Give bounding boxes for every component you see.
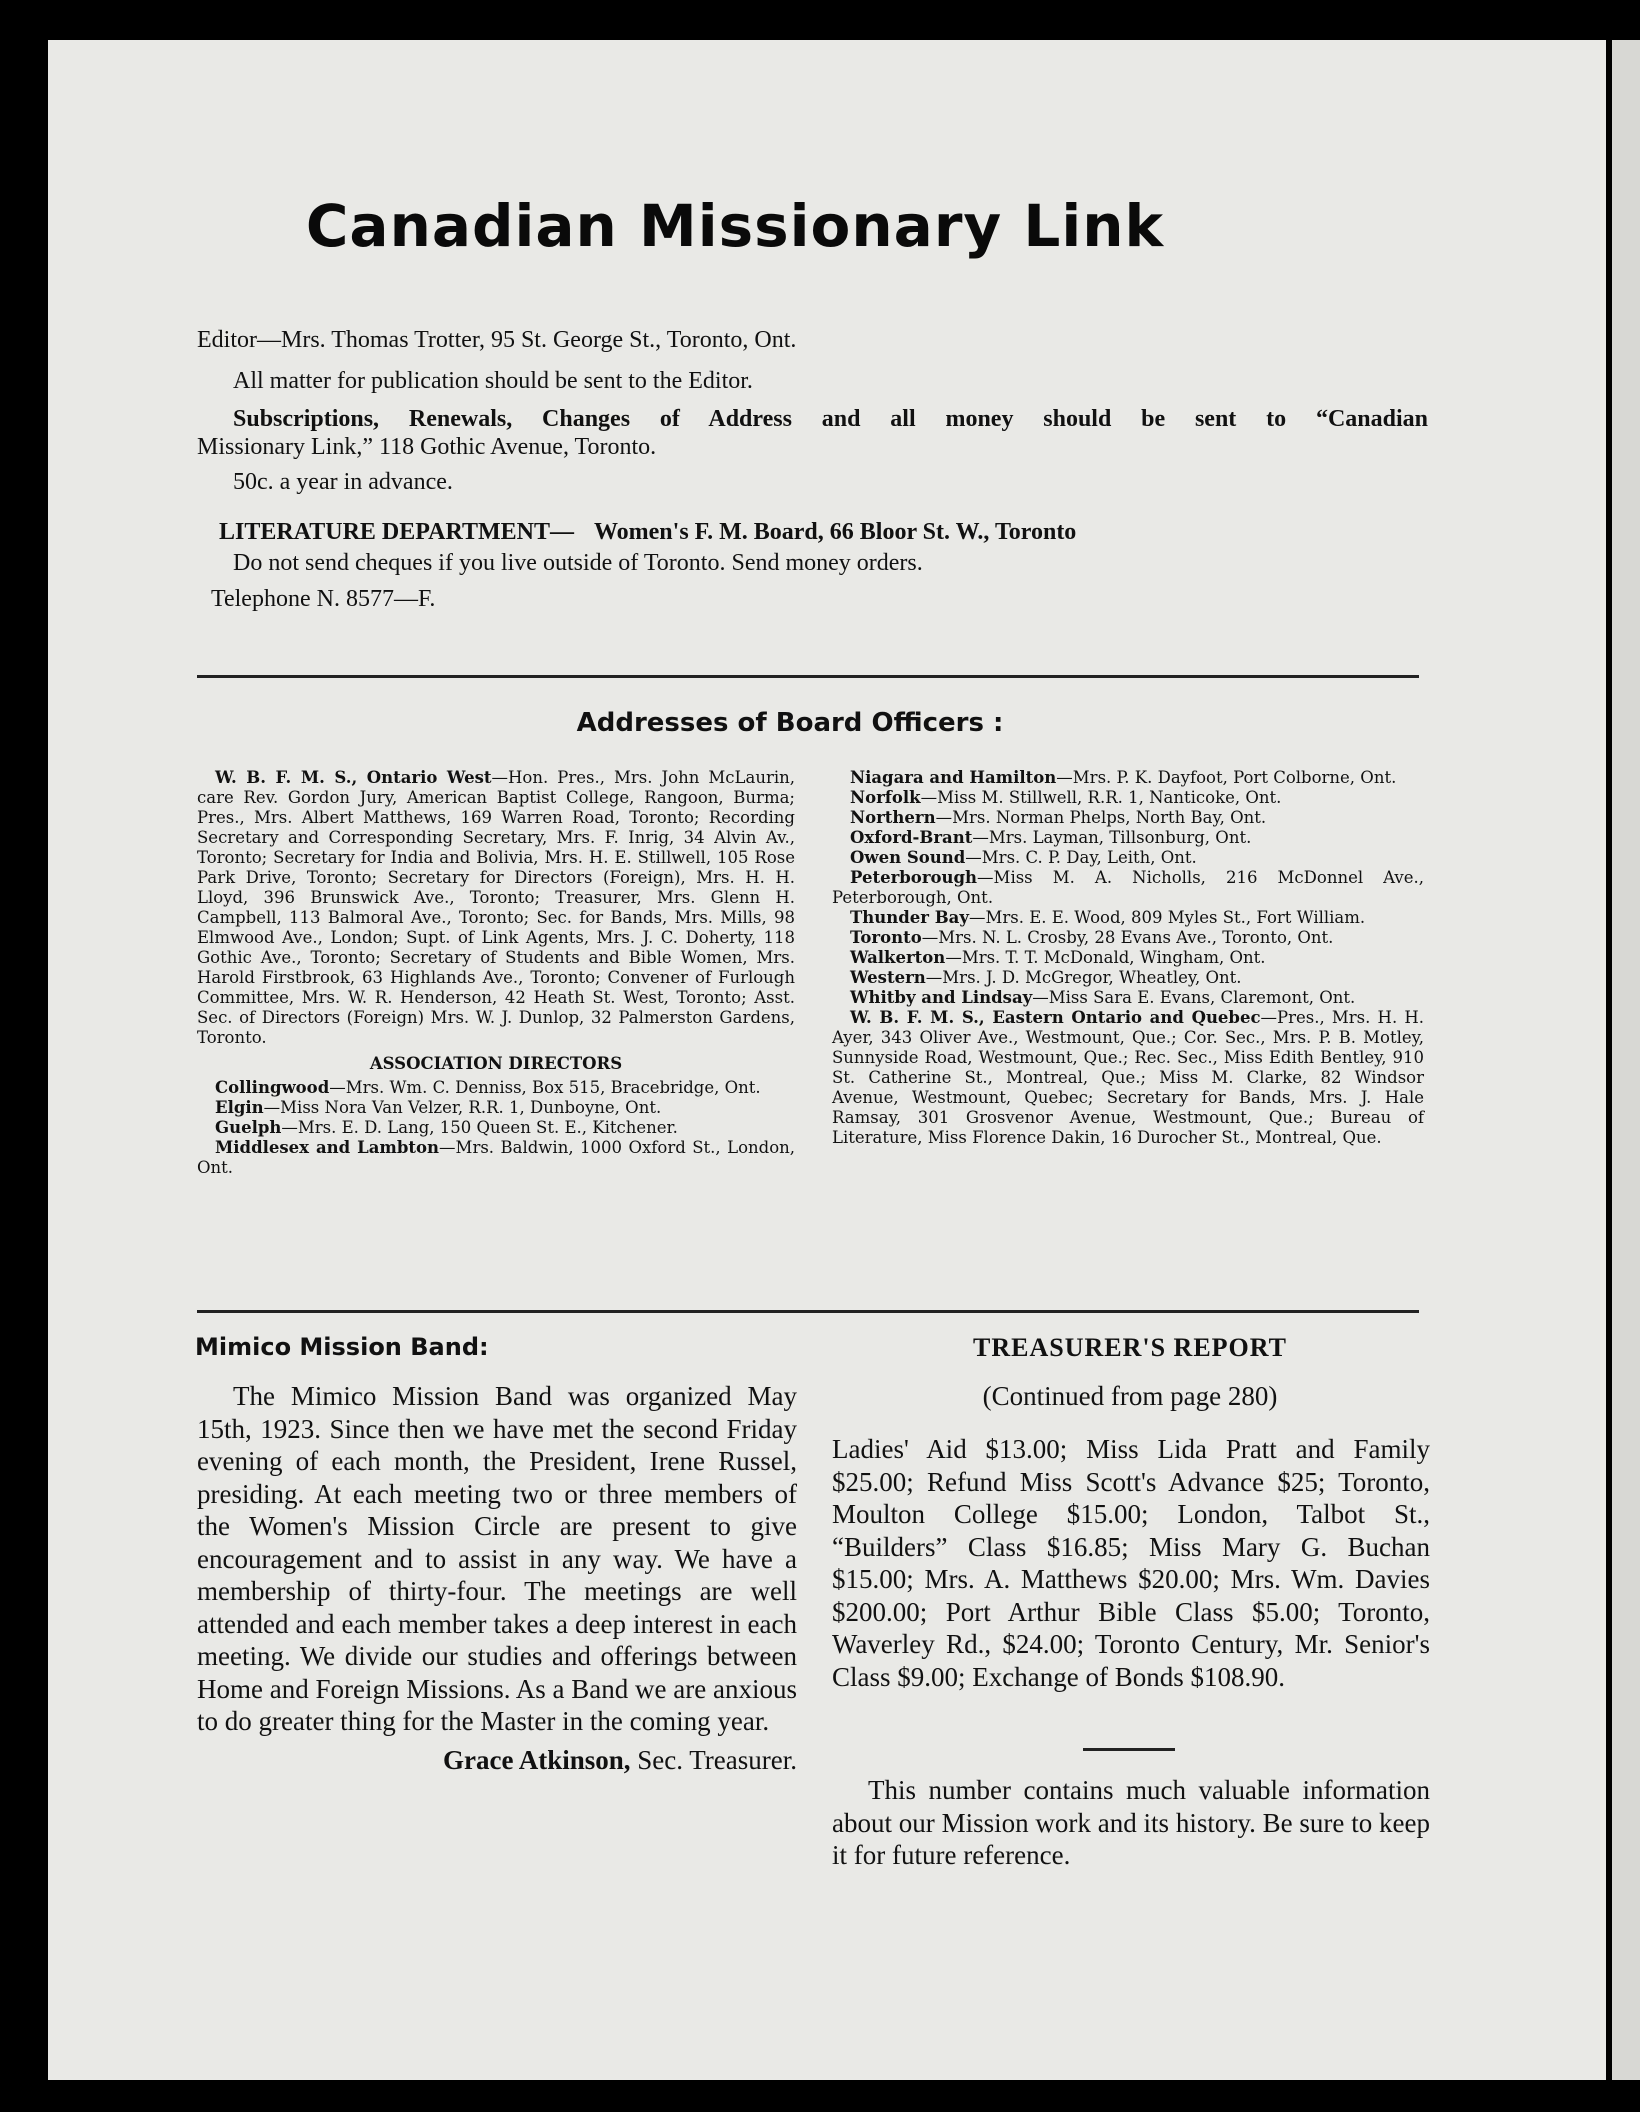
treasurer-title: TREASURER'S REPORT [973,1333,1287,1362]
signature-name: Grace Atkinson, [443,1744,631,1775]
entry-northern: Northern—Mrs. Norman Phelps, North Bay, Ont. [850,808,1267,827]
short-divider [1083,1748,1175,1751]
divider-top [197,675,1419,678]
mimico-signature [197,1744,797,1777]
closing-note [832,1774,1430,1872]
entry-owen-sound: Owen Sound—Mrs. C. P. Day, Leith, Ont. [850,848,1197,867]
entry-ontario-west: W. B. F. M. S., Ontario West—Hon. Pres., Mrs. John McLaurin, care Rev. Gordon Jury, American Baptist College, Rangoon, Burma; Pres., Mrs. Albert Matthews, 169 Warren Road, Toronto; Recording Secretary and Corresponding Secretary, Mrs. F. Inrig, 34 Alvin Av., Toronto; Secretary for India and Bolivia, Mrs. H. E. Stillwell, 105 Rose Park Drive, Toronto; Secretary for Directors (Foreign), Mrs. H. H. Lloyd, 396 Brunswick Ave., Toronto; Treasurer, Mrs. Glenn H. Campbell, 113 Balmoral Ave., Toronto; Sec. for Bands, Mrs. Mills, 98 Elmwood Ave., London; Supt. of Link Agents, Mrs. J. C. Doherty, 118 Gothic Ave., Toronto; Secretary of Students and Bible Women, Mrs. Harold Firstbrook, 63 Highlands Ave., Toronto; Convener of Furlough Committee, Mrs. W. R. Henderson, 42 Heath St. West, Toronto; Asst. Sec. of Directors (Foreign) Mrs. W. J. Dunlop, 32 Palmerston Gardens, Toronto. [197,768,795,1047]
facing-page-edge [1606,40,1640,2080]
treasurer-body: Ladies' Aid $13.00; Miss Lida Pratt and Family $25.00; Refund Miss Scott's Advance $25; Toronto, Moulton College $15.00; London, Talbot St., “Builders” Class $16.85; Miss Mary G. Buchan $15.00; Mrs. A. Matthews $20.00; Mrs. Wm. Davies $200.00; Port Arthur Bible Class $5.00; Toronto, Waverley Rd., $24.00; Toronto Century, Mr. Senior's Class $9.00; Exchange of Bonds $108.90. [832,1434,1430,1692]
officers-heading: Addresses of Board Officers : [576,708,1004,738]
entry-label: W. B. F. M. S., Ontario West [215,768,492,787]
literature-line [219,519,1076,546]
closing-note-text: This number contains much valuable information about our Mission work and its history. Be sure to keep it for future reference. [832,1775,1430,1870]
cheques-line: Do not send cheques if you live outside of Toronto. Send money orders. [233,550,923,576]
entry-eastern-ontario-quebec: W. B. F. M. S., Eastern Ontario and Quebec—Pres., Mrs. H. H. Ayer, 343 Oliver Ave., Westmount, Que.; Cor. Sec., Mrs. P. B. Motley, Sunnyside Road, Westmount, Que.; Rec. Sec., Miss Edith Bentley, 910 St. Catherine St., Montreal, Que.; Miss M. Clarke, 82 Windsor Avenue, Westmount, Quebec; Secretary for Bands, Mrs. J. Hale Ramsay, 301 Grosvenor Avenue, Westmount, Que.; Bureau of Literature, Miss Florence Dakin, 16 Durocher St., Montreal, Que. [832,1008,1424,1147]
officers-right-column [832,768,1424,1148]
editor-line: Editor—Mrs. Thomas Trotter, 95 St. George St., Toronto, Ont. [197,327,797,353]
treasurer-report [832,1433,1430,1693]
association-directors-heading: ASSOCIATION DIRECTORS [369,1054,623,1073]
mimico-body: The Mimico Mission Band was organized May 15th, 1923. Since then we have met the second Friday evening of each month, the President, Irene Russel, presiding. At each meeting two or three members of the Women's Mission Circle are present to give encouragement and to assist in any way. We have a membership of thirty-four. The meetings are well attended and each member takes a deep interest in each meeting. We divide our studies and offerings between Home and Foreign Missions. As a Band we are anxious to do greater thing for the Master in the coming year. [197,1381,797,1736]
masthead-title: Canadian Missionary Link [305,192,1165,260]
entry-whitby-lindsay: Whitby and Lindsay—Miss Sara E. Evans, Claremont, Ont. [850,988,1356,1007]
divider-middle [197,1310,1419,1313]
mimico-article [197,1380,797,1776]
literature-address: Women's F. M. Board, 66 Bloor St. W., Toronto [593,519,1077,545]
treasurer-subtitle: (Continued from page 280) [982,1381,1278,1411]
entry-guelph: Guelph—Mrs. E. D. Lang, 150 Queen St. E., Kitchener. [215,1118,678,1137]
mimico-title: Mimico Mission Band: [195,1333,489,1361]
publication-line: All matter for publication should be sent to the Editor. [233,368,753,394]
subscriptions-line-1: Subscriptions, Renewals, Changes of Address and all money should be sent to “Canadian [233,406,1428,432]
literature-label: LITERATURE DEPARTMENT— [219,519,574,545]
telephone-line: Telephone N. 8577—F. [211,586,436,612]
signature-role: Sec. Treasurer. [630,1744,797,1775]
entry-oxford-brant: Oxford-Brant—Mrs. Layman, Tillsonburg, Ont. [850,828,1252,847]
entry-elgin: Elgin—Miss Nora Van Velzer, R.R. 1, Dunboyne, Ont. [215,1098,662,1117]
entry-western: Western—Mrs. J. D. McGregor, Wheatley, Ont. [850,968,1242,987]
entry-peterborough: Peterborough—Miss M. A. Nicholls, 216 McDonnel Ave., Peterborough, Ont. [832,868,1424,907]
entry-norfolk: Norfolk—Miss M. Stillwell, R.R. 1, Nanticoke, Ont. [850,788,1282,807]
entry-middlesex: Middlesex and Lambton—Mrs. Baldwin, 1000 Oxford St., London, Ont. [197,1138,796,1177]
officers-left-column [197,768,795,1178]
entry-niagara: Niagara and Hamilton—Mrs. P. K. Dayfoot, Port Colborne, Ont. [850,768,1397,787]
price-line: 50c. a year in advance. [233,469,453,495]
entry-walkerton: Walkerton—Mrs. T. T. McDonald, Wingham, Ont. [850,948,1266,967]
subscriptions-line-2: Missionary Link,” 118 Gothic Avenue, Toronto. [197,434,657,460]
entry-thunder-bay: Thunder Bay—Mrs. E. E. Wood, 809 Myles St., Fort William. [850,908,1366,927]
entry-toronto: Toronto—Mrs. N. L. Crosby, 28 Evans Ave., Toronto, Ont. [850,928,1334,947]
entry-collingwood: Collingwood—Mrs. Wm. C. Denniss, Box 515, Bracebridge, Ont. [215,1078,761,1097]
